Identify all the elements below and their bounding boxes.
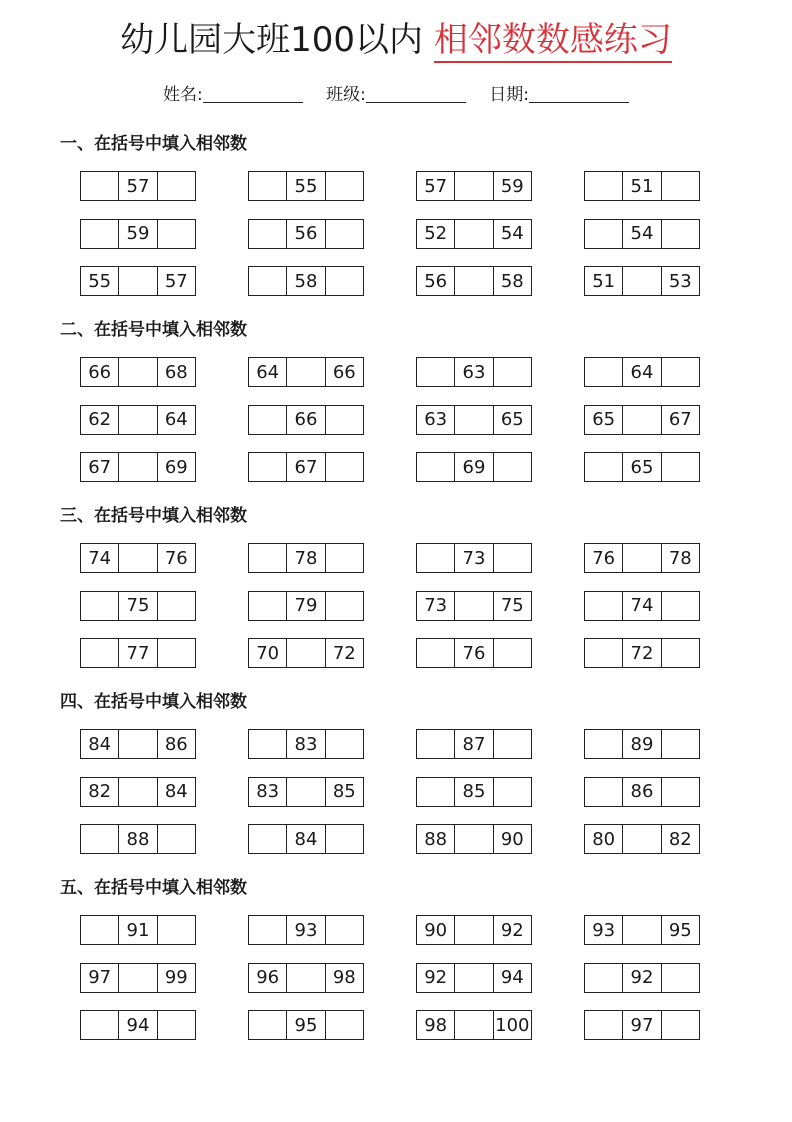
section-title: 四、在括号中填入相邻数 xyxy=(60,692,247,712)
given-number: 80 xyxy=(592,828,616,850)
given-number: 84 xyxy=(88,733,112,755)
given-number: 67 xyxy=(286,453,324,481)
answer-box[interactable] xyxy=(661,592,699,620)
answer-box[interactable] xyxy=(417,544,454,572)
given-number: 53 xyxy=(661,267,699,295)
answer-box[interactable] xyxy=(249,172,286,200)
section-title: 一、在括号中填入相邻数 xyxy=(60,134,247,154)
answer-box[interactable] xyxy=(661,358,699,386)
given-number: 55 xyxy=(286,172,324,200)
answer-box[interactable] xyxy=(585,220,622,248)
worksheet-title xyxy=(0,14,792,66)
given-number: 85 xyxy=(454,778,492,806)
answer-box[interactable] xyxy=(325,544,363,572)
answer-box[interactable] xyxy=(81,592,118,620)
number-triplet xyxy=(248,824,364,854)
number-triplet xyxy=(416,543,532,573)
answer-box[interactable] xyxy=(585,778,622,806)
given-number: 59 xyxy=(493,172,531,200)
given-number: 92 xyxy=(493,916,531,944)
number-triplet xyxy=(416,915,532,945)
number-triplet xyxy=(416,219,532,249)
number-triplet xyxy=(248,729,364,759)
answer-box[interactable] xyxy=(661,172,699,200)
number-triplet xyxy=(248,171,364,201)
answer-box[interactable] xyxy=(118,267,156,295)
answer-box[interactable] xyxy=(249,220,286,248)
answer-box[interactable] xyxy=(325,453,363,481)
number-triplet xyxy=(584,824,700,854)
answer-box[interactable] xyxy=(118,406,156,434)
answer-box[interactable] xyxy=(118,358,156,386)
answer-box[interactable] xyxy=(157,592,195,620)
given-number: 64 xyxy=(622,358,660,386)
number-triplet xyxy=(80,1010,196,1040)
given-number: 59 xyxy=(118,220,156,248)
answer-box[interactable] xyxy=(622,267,660,295)
given-number: 91 xyxy=(118,916,156,944)
given-number: 96 xyxy=(256,967,280,988)
number-triplet xyxy=(584,591,700,621)
number-triplet xyxy=(248,963,364,993)
given-number: 84 xyxy=(157,778,195,806)
given-number: 97 xyxy=(88,967,112,988)
number-triplet xyxy=(80,591,196,621)
given-number: 92 xyxy=(424,967,448,988)
name-label: 姓名: xyxy=(162,85,203,105)
given-number: 65 xyxy=(592,409,616,430)
given-number: 95 xyxy=(286,1011,324,1039)
given-number: 82 xyxy=(88,781,112,802)
number-triplet xyxy=(584,405,700,435)
number-triplet xyxy=(80,638,196,668)
given-number: 65 xyxy=(493,406,531,434)
number-triplet xyxy=(416,824,532,854)
number-triplet xyxy=(248,405,364,435)
answer-box[interactable] xyxy=(585,453,622,481)
given-number: 84 xyxy=(286,825,324,853)
class-field[interactable] xyxy=(326,80,466,105)
number-triplet xyxy=(584,171,700,201)
given-number: 67 xyxy=(88,456,112,478)
number-triplet xyxy=(80,729,196,759)
answer-box[interactable] xyxy=(249,267,286,295)
name-field[interactable] xyxy=(163,80,303,105)
number-triplet xyxy=(584,729,700,759)
number-triplet xyxy=(80,777,196,807)
answer-box[interactable] xyxy=(325,592,363,620)
answer-box[interactable] xyxy=(661,639,699,667)
answer-box[interactable] xyxy=(417,639,454,667)
number-triplet xyxy=(248,452,364,482)
answer-box[interactable] xyxy=(661,220,699,248)
given-number: 88 xyxy=(118,825,156,853)
answer-box[interactable] xyxy=(286,964,324,992)
answer-box[interactable] xyxy=(81,639,118,667)
date-label: 日期: xyxy=(489,85,529,105)
answer-box[interactable] xyxy=(325,1011,363,1039)
answer-box[interactable] xyxy=(157,172,195,200)
answer-box[interactable] xyxy=(325,730,363,758)
number-triplet xyxy=(80,543,196,573)
given-number: 54 xyxy=(493,220,531,248)
answer-box[interactable] xyxy=(493,358,531,386)
answer-box[interactable] xyxy=(585,358,622,386)
answer-box[interactable] xyxy=(661,964,699,992)
number-triplet xyxy=(80,405,196,435)
answer-box[interactable] xyxy=(585,592,622,620)
number-triplet xyxy=(416,777,532,807)
number-triplet xyxy=(80,357,196,387)
number-triplet xyxy=(80,963,196,993)
number-triplet xyxy=(80,171,196,201)
given-number: 63 xyxy=(424,409,448,430)
answer-box[interactable] xyxy=(118,730,156,758)
answer-box[interactable] xyxy=(157,825,195,853)
date-field[interactable] xyxy=(489,80,629,105)
given-number: 93 xyxy=(286,916,324,944)
answer-box[interactable] xyxy=(661,453,699,481)
answer-box[interactable] xyxy=(118,964,156,992)
given-number: 82 xyxy=(661,825,699,853)
number-triplet xyxy=(416,591,532,621)
answer-box[interactable] xyxy=(81,1011,118,1039)
student-info xyxy=(0,80,792,105)
number-triplet xyxy=(416,266,532,296)
given-number: 54 xyxy=(622,220,660,248)
answer-box[interactable] xyxy=(249,406,286,434)
number-triplet xyxy=(584,1010,700,1040)
given-number: 65 xyxy=(622,453,660,481)
given-number: 69 xyxy=(454,453,492,481)
number-triplet xyxy=(80,824,196,854)
given-number: 75 xyxy=(493,592,531,620)
given-number: 69 xyxy=(157,453,195,481)
given-number: 73 xyxy=(454,544,492,572)
given-number: 63 xyxy=(454,358,492,386)
number-triplet xyxy=(416,405,532,435)
given-number: 99 xyxy=(157,964,195,992)
given-number: 78 xyxy=(661,544,699,572)
answer-box[interactable] xyxy=(325,220,363,248)
answer-box[interactable] xyxy=(286,639,324,667)
answer-box[interactable] xyxy=(585,639,622,667)
number-triplet xyxy=(80,452,196,482)
answer-box[interactable] xyxy=(454,916,492,944)
answer-box[interactable] xyxy=(286,358,324,386)
answer-box[interactable] xyxy=(81,916,118,944)
number-triplet xyxy=(416,729,532,759)
answer-box[interactable] xyxy=(417,730,454,758)
section-title: 二、在括号中填入相邻数 xyxy=(60,320,247,340)
given-number: 86 xyxy=(622,778,660,806)
number-triplet xyxy=(584,638,700,668)
given-number: 66 xyxy=(286,406,324,434)
number-triplet xyxy=(248,915,364,945)
number-triplet xyxy=(248,638,364,668)
answer-box[interactable] xyxy=(157,639,195,667)
number-triplet xyxy=(584,452,700,482)
section-title: 三、在括号中填入相邻数 xyxy=(60,506,247,526)
number-triplet xyxy=(416,171,532,201)
given-number: 64 xyxy=(157,406,195,434)
answer-box[interactable] xyxy=(325,172,363,200)
given-number: 58 xyxy=(493,267,531,295)
number-triplet xyxy=(248,266,364,296)
answer-box[interactable] xyxy=(585,172,622,200)
number-triplet xyxy=(584,963,700,993)
number-triplet xyxy=(248,1010,364,1040)
answer-box[interactable] xyxy=(249,730,286,758)
answer-box[interactable] xyxy=(249,916,286,944)
answer-box[interactable] xyxy=(249,592,286,620)
given-number: 98 xyxy=(325,964,363,992)
given-number: 94 xyxy=(118,1011,156,1039)
number-triplet xyxy=(584,915,700,945)
number-triplet xyxy=(416,1010,532,1040)
title-main: 幼儿园大班100以内 xyxy=(120,20,424,60)
number-triplet xyxy=(80,219,196,249)
given-number: 77 xyxy=(118,639,156,667)
given-number: 57 xyxy=(157,267,195,295)
number-triplet xyxy=(248,219,364,249)
number-triplet xyxy=(248,357,364,387)
number-triplet xyxy=(416,452,532,482)
answer-box[interactable] xyxy=(325,267,363,295)
class-blank[interactable] xyxy=(366,82,466,103)
answer-box[interactable] xyxy=(661,1011,699,1039)
answer-box[interactable] xyxy=(81,172,118,200)
answer-box[interactable] xyxy=(118,453,156,481)
given-number: 75 xyxy=(118,592,156,620)
given-number: 83 xyxy=(256,781,280,802)
number-triplet xyxy=(584,357,700,387)
given-number: 67 xyxy=(661,406,699,434)
given-number: 76 xyxy=(157,544,195,572)
number-triplet xyxy=(584,219,700,249)
answer-box[interactable] xyxy=(157,1011,195,1039)
given-number: 100 xyxy=(493,1011,531,1039)
answer-box[interactable] xyxy=(585,1011,622,1039)
answer-box[interactable] xyxy=(81,825,118,853)
answer-box[interactable] xyxy=(454,592,492,620)
answer-box[interactable] xyxy=(325,406,363,434)
given-number: 62 xyxy=(88,409,112,430)
answer-box[interactable] xyxy=(661,730,699,758)
given-number: 58 xyxy=(286,267,324,295)
answer-box[interactable] xyxy=(661,778,699,806)
answer-box[interactable] xyxy=(493,730,531,758)
given-number: 55 xyxy=(88,270,112,292)
answer-box[interactable] xyxy=(454,964,492,992)
answer-box[interactable] xyxy=(286,778,324,806)
given-number: 94 xyxy=(493,964,531,992)
answer-box[interactable] xyxy=(454,1011,492,1039)
given-number: 93 xyxy=(592,919,616,941)
given-number: 57 xyxy=(424,175,448,197)
answer-box[interactable] xyxy=(249,544,286,572)
answer-box[interactable] xyxy=(454,220,492,248)
answer-box[interactable] xyxy=(493,778,531,806)
number-triplet xyxy=(584,266,700,296)
class-label: 班级: xyxy=(326,85,366,105)
given-number: 72 xyxy=(622,639,660,667)
given-number: 66 xyxy=(325,358,363,386)
date-blank[interactable] xyxy=(529,82,629,103)
given-number: 66 xyxy=(88,361,112,383)
given-number: 64 xyxy=(256,361,280,383)
answer-box[interactable] xyxy=(622,825,660,853)
answer-box[interactable] xyxy=(585,730,622,758)
given-number: 90 xyxy=(493,825,531,853)
given-number: 78 xyxy=(286,544,324,572)
answer-box[interactable] xyxy=(417,778,454,806)
given-number: 95 xyxy=(661,916,699,944)
answer-box[interactable] xyxy=(454,267,492,295)
given-number: 56 xyxy=(424,270,448,292)
title-accent: 相邻数数感练习 xyxy=(434,20,672,63)
given-number: 76 xyxy=(454,639,492,667)
given-number: 73 xyxy=(424,595,448,616)
answer-box[interactable] xyxy=(249,825,286,853)
answer-box[interactable] xyxy=(493,544,531,572)
given-number: 76 xyxy=(592,547,616,569)
given-number: 57 xyxy=(118,172,156,200)
number-triplet xyxy=(416,357,532,387)
given-number: 79 xyxy=(286,592,324,620)
number-triplet xyxy=(584,543,700,573)
given-number: 89 xyxy=(622,730,660,758)
answer-box[interactable] xyxy=(585,964,622,992)
answer-box[interactable] xyxy=(622,544,660,572)
given-number: 51 xyxy=(592,270,616,292)
answer-box[interactable] xyxy=(157,220,195,248)
number-triplet xyxy=(80,266,196,296)
answer-box[interactable] xyxy=(417,358,454,386)
answer-box[interactable] xyxy=(454,406,492,434)
number-triplet xyxy=(416,963,532,993)
number-triplet xyxy=(248,543,364,573)
number-triplet xyxy=(416,638,532,668)
answer-box[interactable] xyxy=(118,778,156,806)
name-blank[interactable] xyxy=(203,82,303,103)
number-triplet xyxy=(248,591,364,621)
given-number: 90 xyxy=(424,919,448,941)
answer-box[interactable] xyxy=(622,406,660,434)
given-number: 98 xyxy=(424,1014,448,1036)
answer-box[interactable] xyxy=(622,916,660,944)
number-triplet xyxy=(80,915,196,945)
given-number: 97 xyxy=(622,1011,660,1039)
given-number: 74 xyxy=(88,547,112,569)
given-number: 51 xyxy=(622,172,660,200)
section-title: 五、在括号中填入相邻数 xyxy=(60,878,247,898)
answer-box[interactable] xyxy=(417,453,454,481)
given-number: 52 xyxy=(424,223,448,244)
answer-box[interactable] xyxy=(325,916,363,944)
given-number: 68 xyxy=(157,358,195,386)
answer-box[interactable] xyxy=(249,453,286,481)
given-number: 70 xyxy=(256,642,280,664)
answer-box[interactable] xyxy=(454,172,492,200)
answer-box[interactable] xyxy=(118,544,156,572)
given-number: 74 xyxy=(622,592,660,620)
given-number: 88 xyxy=(424,828,448,850)
given-number: 87 xyxy=(454,730,492,758)
given-number: 72 xyxy=(325,639,363,667)
answer-box[interactable] xyxy=(325,825,363,853)
given-number: 83 xyxy=(286,730,324,758)
answer-box[interactable] xyxy=(454,825,492,853)
number-triplet xyxy=(584,777,700,807)
answer-box[interactable] xyxy=(493,639,531,667)
answer-box[interactable] xyxy=(493,453,531,481)
answer-box[interactable] xyxy=(157,916,195,944)
answer-box[interactable] xyxy=(81,220,118,248)
answer-box[interactable] xyxy=(249,1011,286,1039)
number-triplet xyxy=(248,777,364,807)
given-number: 85 xyxy=(325,778,363,806)
given-number: 86 xyxy=(157,730,195,758)
given-number: 56 xyxy=(286,220,324,248)
given-number: 92 xyxy=(622,964,660,992)
